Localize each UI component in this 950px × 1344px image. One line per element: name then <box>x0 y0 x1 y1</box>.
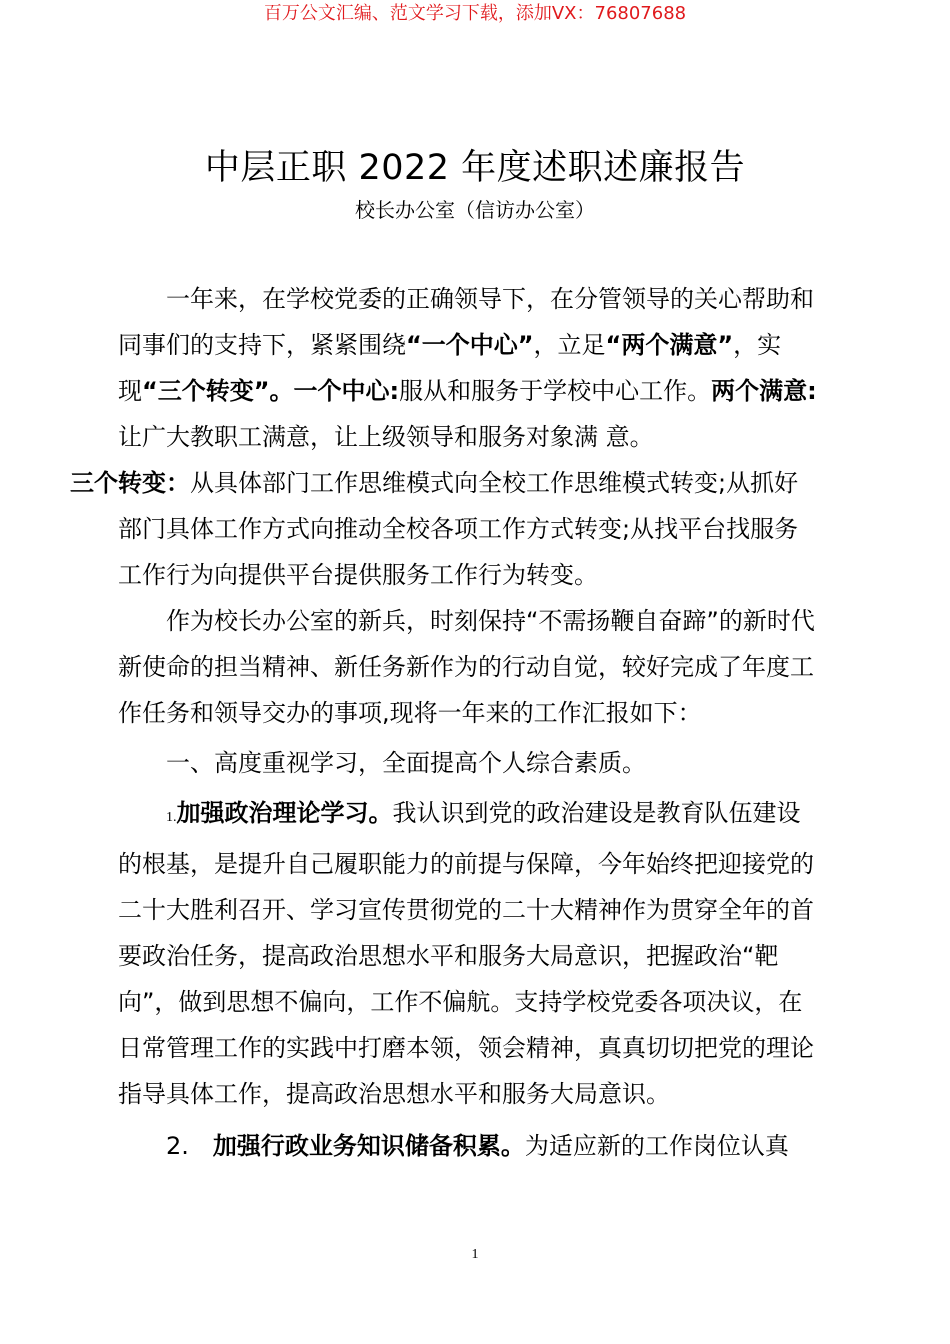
intro-text-1: 一年来，在学校党委的正确领导下，在分管领导的关心帮助和同事们的支持下，紧紧围绕 <box>118 285 814 359</box>
page-title: 中层正职 2022 年度述职述廉报告 <box>204 148 746 188</box>
intro-text-4: 服从和服务于学校中心工作。 <box>399 377 712 405</box>
item-text: 为适应新的工作岗位认真 <box>524 1132 789 1160</box>
intro-bold-5: 三个转变： <box>70 469 190 497</box>
item-number: 2. <box>166 1132 213 1160</box>
item-heading: 加强行政业务知识储备积累。 <box>212 1132 525 1160</box>
intro-bold-2: “两个满意” <box>605 331 734 359</box>
intro-bold-4: 两个满意: <box>711 377 817 405</box>
paragraph-admin-study <box>118 1123 818 1169</box>
intro-text-3: ，实现 <box>118 331 782 405</box>
page-subtitle: 校长办公室（信访办公室） <box>355 198 595 222</box>
intro-bold-3: “三个转变”。一个中心: <box>142 377 400 405</box>
paragraph-political-study <box>118 790 818 1117</box>
section-heading: 一、高度重视学习，全面提高个人综合素质。 <box>166 749 646 777</box>
paragraph-new-role: 作为校长办公室的新兵，时刻保持“不需扬鞭自奋蹄”的新时代新使命的担当精神、新任务新作为的行动自觉，较好完成了年度工作任务和领导交办的事项,现将一年来的工作汇报如下： <box>118 607 815 727</box>
intro-bold-1: “一个中心” <box>406 331 534 359</box>
page-number: 1 <box>471 1247 479 1262</box>
paragraph-intro <box>70 276 818 598</box>
intro-text-6: 从具体部门工作思维模式向全校工作思维模式转变;从抓好部门具体工作方式向推动全校各项工作方式转变;从找平台找服务工作行为向提供平台提供服务工作行为转变。 <box>118 469 799 589</box>
document-body <box>70 276 818 1169</box>
intro-text-5: 让广大教职工满意，让上级领导和服务对象满 意。 <box>118 423 654 451</box>
item-heading: 加强政治理论学习。 <box>176 799 393 827</box>
intro-text-2: ，立足 <box>533 331 606 359</box>
watermark-banner: 百万公文汇编、范文学习下载，添加VX：76807688 <box>263 3 687 24</box>
item-text: 我认识到党的政治建设是教育队伍建设的根基，是提升自己履职能力的前提与保障，今年始终把迎接党的二十大胜利召开、学习宣传贯彻党的二十大精神作为贯穿全年的首要政治任务，提高政治思想水平和服务大局意识，把握政治“靶向”，做到思想不偏向，工作不偏航。支持学校党委各项决议，在日常管理工作的实践中打磨本领，领会精神，真真切切把党的理论指导具体工作，提高政治思想水平和服务大局意识。 <box>118 799 814 1108</box>
item-number: 1. <box>166 810 177 825</box>
